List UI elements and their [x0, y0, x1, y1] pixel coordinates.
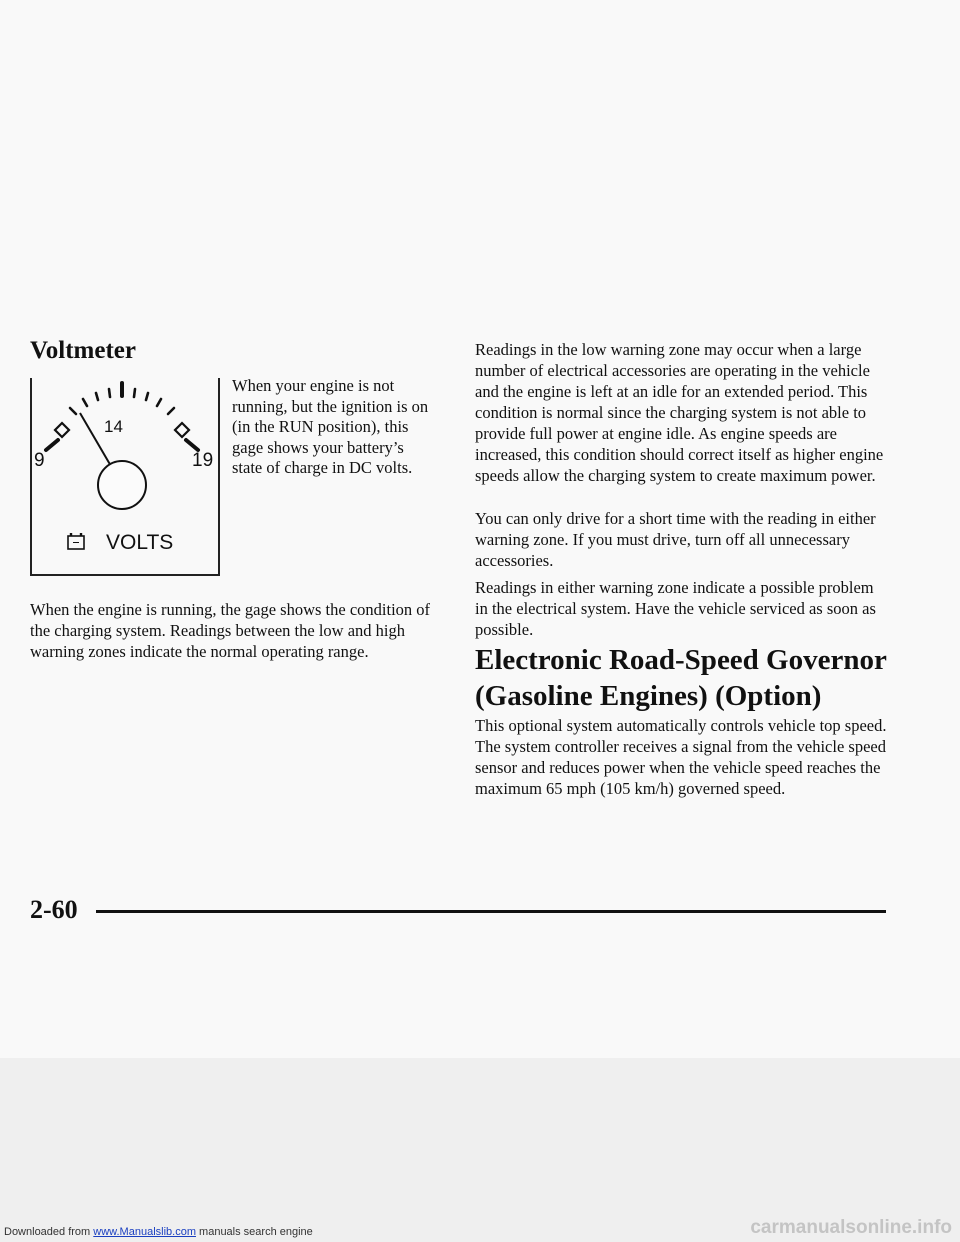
gauge-hub [98, 461, 146, 509]
low-warning-zone-icon [55, 423, 69, 437]
footer-prefix: Downloaded from [4, 1226, 94, 1238]
high-warning-zone-icon [175, 423, 189, 437]
warning-drive-paragraph: You can only drive for a short time with the reading in either warning zone. If you must drive, turn off all unnecessary accessories. [475, 509, 876, 570]
voltmeter-gauge [30, 378, 220, 576]
voltmeter-gauge-drawing [32, 378, 222, 576]
voltmeter-heading: Voltmeter [30, 337, 136, 364]
page-bottom-margin [0, 1058, 960, 1242]
battery-icon [68, 533, 84, 549]
warning-problem-paragraph: Readings in either warning zone indicate a possible problem in the electrical system. Have the vehicle serviced as soon as possible. [475, 578, 876, 639]
footer-suffix: manuals search engine [195, 1226, 313, 1238]
governor-paragraph: This optional system automatically controls vehicle top speed. The system controller receives a signal from the vehicle speed sensor and reduces power when the vehicle speed reaches the maximum 65 mph (105 km/h) governed speed. [475, 716, 887, 798]
footer-rule [96, 910, 886, 913]
gauge-label-min: 9 [34, 450, 45, 471]
low-zone-paragraph: Readings in the low warning zone may occur when a large number of electrical accessories are operating in the vehicle and the engine is left at an idle for an extended period. This condition is normal since the charging system is not able to provide full power at engine idle. As engine speeds are increased, this condition should correct itself as higher engine speeds allow the charging system to create maximum power. [475, 340, 884, 485]
gauge-label-max: 19 [192, 450, 214, 471]
governor-heading: Electronic Road-Speed Governor (Gasoline Engines) (Option) [475, 644, 887, 712]
voltmeter-body-paragraph: When the engine is running, the gage shows the condition of the charging system. Readings between the low and high warning zones indicate the normal operating range. [30, 600, 431, 661]
gauge-unit-label: VOLTS [106, 531, 174, 554]
watermark-text: carmanualsonline.info [750, 1217, 952, 1238]
gauge-label-mid: 14 [104, 417, 123, 436]
download-footer [4, 1226, 313, 1239]
page-number: 2-60 [30, 895, 78, 924]
voltmeter-side-paragraph: When your engine is not running, but the ignition is on (in the RUN position), this gage shows your battery’s state of charge in DC volts. [232, 376, 429, 477]
manualslib-link[interactable]: www.Manualslib.com [93, 1226, 196, 1238]
